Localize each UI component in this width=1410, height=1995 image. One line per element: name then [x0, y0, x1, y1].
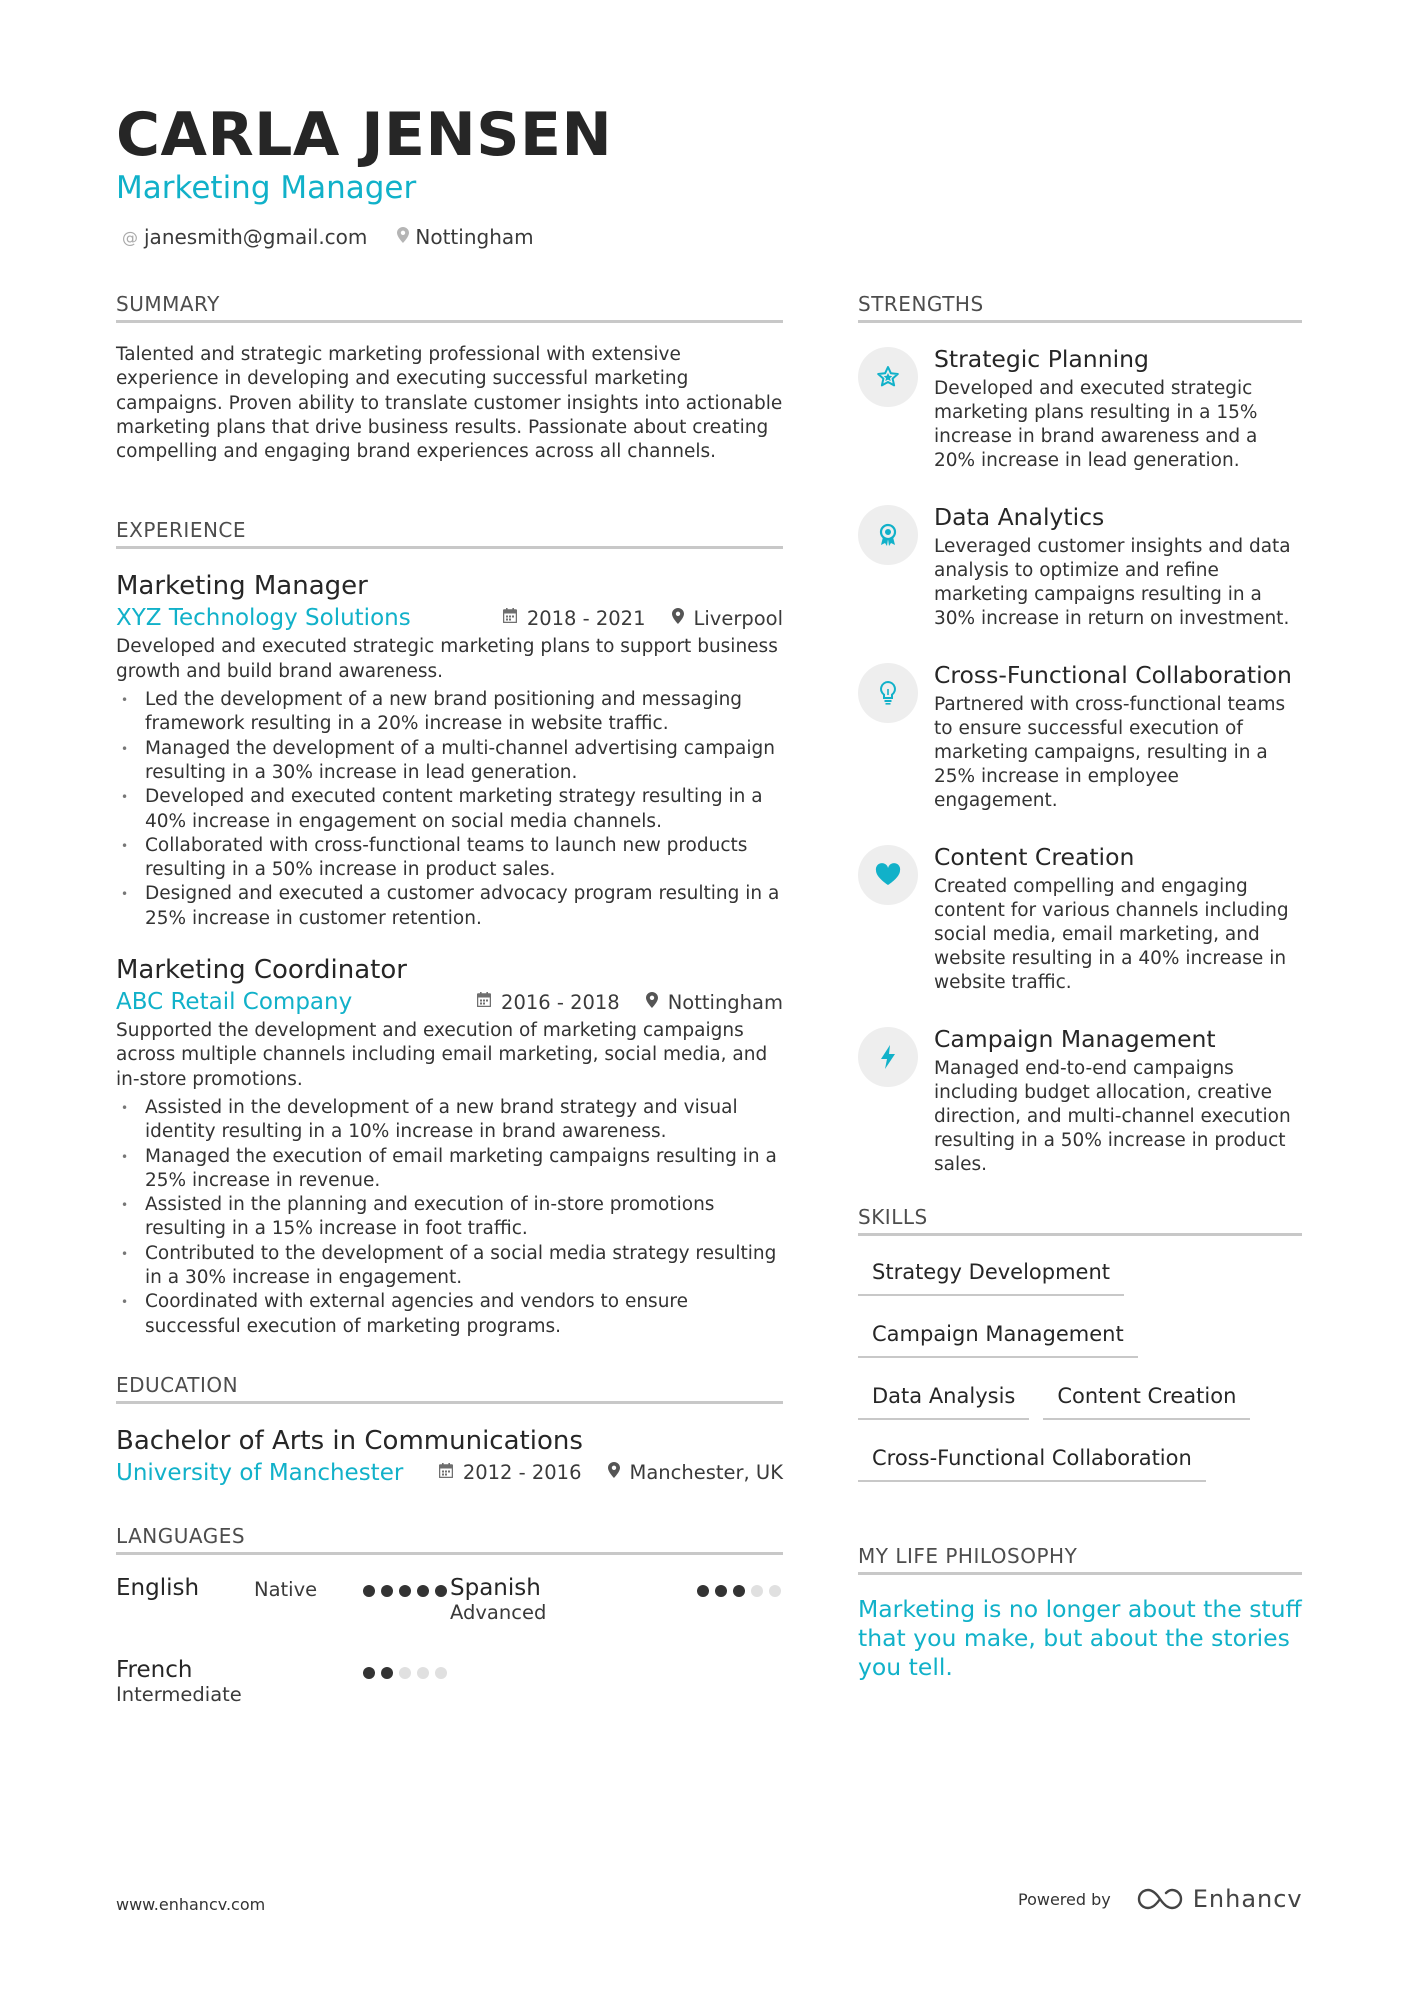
rating-dot-filled	[435, 1585, 447, 1597]
job-bullet: • Contributed to the development of a social media strategy resulting in a 30% increase in engagement.	[116, 1242, 783, 1291]
philosophy-section	[858, 1544, 1302, 1682]
language-level: Intermediate	[116, 1682, 242, 1706]
language-name: English	[116, 1574, 200, 1601]
strength-item	[858, 841, 1302, 995]
language-level: Native	[254, 1577, 318, 1601]
job-bullet: • Developed and executed content marketing strategy resulting in a 40% increase in engagement on social media channels.	[116, 785, 783, 834]
job-entry	[116, 569, 783, 931]
strength-body	[934, 501, 1302, 631]
job-company: ABC Retail Company	[116, 989, 353, 1016]
job-meta	[116, 989, 783, 1015]
job-title: Marketing Coordinator	[116, 955, 407, 986]
languages-grid	[116, 1575, 783, 1711]
job-meta	[116, 605, 783, 631]
location-pin-icon	[608, 1462, 620, 1483]
language-item	[116, 1575, 449, 1629]
location-pin-icon	[646, 992, 658, 1013]
rating-dot-empty	[417, 1667, 429, 1679]
skill-tag: Campaign Management	[858, 1318, 1138, 1358]
star-icon	[858, 347, 918, 407]
strength-desc: Partnered with cross-functional teams to ensure successful execution of marketing campaigns, resulting in a 25% increase in employee engagement.	[934, 694, 1286, 811]
strength-body	[934, 659, 1302, 813]
left-column	[116, 292, 783, 1711]
rating-dot-empty	[399, 1667, 411, 1679]
education-location	[608, 1461, 784, 1484]
rating-dot-filled	[363, 1585, 375, 1597]
strength-body	[934, 343, 1302, 473]
strength-title: Content Creation	[934, 843, 1135, 871]
strength-desc: Developed and executed strategic marketing plans resulting in a 15% increase in brand awareness and a 20% increase in lead generation.	[934, 378, 1258, 471]
degree-title: Bachelor of Arts in Communications	[116, 1425, 583, 1456]
strength-body	[934, 841, 1302, 995]
strength-item	[858, 501, 1302, 631]
skill-tag: Data Analysis	[858, 1380, 1029, 1420]
rating-dot-filled	[715, 1585, 727, 1597]
strength-title: Campaign Management	[934, 1025, 1216, 1053]
rating-dot-filled	[363, 1667, 375, 1679]
rating-dot-empty	[435, 1667, 447, 1679]
rating-dot-empty	[751, 1585, 763, 1597]
summary-heading: SUMMARY	[116, 292, 783, 323]
job-bullets	[116, 1096, 783, 1339]
brand-name: Enhancv	[1192, 1885, 1303, 1913]
job-bullet: • Managed the development of a multi-channel advertising campaign resulting in a 30% increase in lead generation.	[116, 737, 783, 786]
skill-tag: Cross-Functional Collaboration	[858, 1442, 1206, 1482]
language-name: Spanish	[450, 1574, 541, 1601]
job-location-text: Liverpool	[693, 606, 783, 630]
location-pin-icon	[672, 608, 684, 629]
strength-item	[858, 1023, 1302, 1177]
rating-dot-filled	[733, 1585, 745, 1597]
education-heading: EDUCATION	[116, 1373, 783, 1404]
job-location-text: Nottingham	[667, 990, 783, 1014]
email-text: janesmith@gmail.com	[144, 225, 368, 249]
calendar-icon	[439, 1463, 453, 1483]
job-title: Marketing Manager	[116, 571, 368, 602]
candidate-name: CARLA JENSEN	[116, 100, 613, 170]
job-bullets	[116, 688, 783, 931]
contact-email[interactable]	[122, 225, 367, 249]
strength-item	[858, 659, 1302, 813]
strength-desc: Created compelling and engaging content for various channels including social media, email marketing, and website resulting in a 40% increase in website traffic.	[934, 876, 1289, 993]
philosophy-quote: Marketing is no longer about the stuff that you make, but about the stories you tell.	[858, 1595, 1302, 1681]
language-item	[116, 1657, 449, 1711]
location-text: Nottingham	[415, 225, 534, 249]
skill-tag: Strategy Development	[858, 1256, 1124, 1296]
language-rating	[357, 1667, 447, 1679]
strength-item	[858, 343, 1302, 473]
enhancv-logo[interactable]	[1137, 1885, 1303, 1913]
philosophy-heading: MY LIFE PHILOSOPHY	[858, 1544, 1302, 1575]
experience-heading: EXPERIENCE	[116, 518, 783, 549]
lightbulb-icon	[858, 663, 918, 723]
education-location-text: Manchester, UK	[629, 1461, 783, 1485]
job-location	[646, 991, 783, 1014]
job-description: Supported the development and execution of marketing campaigns across multiple channels including email marketing, social media, and in-store promotions.	[116, 1020, 768, 1090]
experience-section	[116, 518, 783, 1338]
job-bullet: • Designed and executed a customer advocacy program resulting in a 25% increase in customer retention.	[116, 882, 783, 931]
education-section	[116, 1373, 783, 1486]
job-bullet: • Collaborated with cross-functional teams to launch new products resulting in a 50% increase in product sales.	[116, 834, 783, 883]
job-bullet: • Coordinated with external agencies and vendors to ensure successful execution of marketing programs.	[116, 1290, 783, 1339]
rating-dot-empty	[769, 1585, 781, 1597]
enhancv-logo-icon	[1137, 1887, 1183, 1911]
rating-dot-filled	[381, 1667, 393, 1679]
calendar-icon	[503, 608, 517, 628]
strength-title: Strategic Planning	[934, 345, 1149, 373]
rating-dot-filled	[697, 1585, 709, 1597]
contact-location	[397, 225, 533, 249]
language-rating	[691, 1585, 781, 1597]
languages-heading: LANGUAGES	[116, 1524, 783, 1555]
strength-desc: Managed end-to-end campaigns including budget allocation, creative direction, and multi-channel execution resulting in a 50% increase in product sales.	[934, 1058, 1291, 1175]
strength-desc: Leveraged customer insights and data analysis to optimize and refine marketing campaigns resulting in a 30% increase in return on investment.	[934, 536, 1291, 629]
skills-list	[858, 1256, 1302, 1504]
contact-row	[122, 225, 564, 249]
job-dates: 2016 - 2018	[501, 990, 620, 1014]
school-name: University of Manchester	[116, 1459, 404, 1486]
job-location	[672, 607, 784, 630]
calendar-icon	[477, 992, 491, 1012]
rating-dot-filled	[381, 1585, 393, 1597]
job-dates: 2018 - 2021	[526, 606, 646, 630]
at-icon: @	[122, 227, 138, 247]
language-name: French	[116, 1656, 193, 1683]
language-item	[449, 1575, 783, 1629]
summary-section	[116, 292, 783, 464]
strength-body	[934, 1023, 1302, 1177]
strength-title: Data Analytics	[934, 503, 1105, 531]
job-bullet: • Led the development of a new brand positioning and messaging framework resulting in a 20% increase in website traffic.	[116, 688, 783, 737]
education-dates: 2012 - 2016	[462, 1461, 582, 1485]
job-info	[503, 607, 783, 630]
location-pin-icon	[397, 227, 409, 247]
skill-tag: Content Creation	[1043, 1380, 1250, 1420]
summary-text: Talented and strategic marketing professional with extensive experience in developing and executing successful marketing campaigns. Proven ability to translate customer insights into actionable marketing plans that drive business results. Passionate about creating compelling and engaging brand experiences across all channels.	[116, 344, 783, 463]
languages-section	[116, 1524, 783, 1711]
job-entry	[116, 953, 783, 1339]
job-bullet: • Assisted in the development of a new brand strategy and visual identity resulting in a 10% increase in brand awareness.	[116, 1096, 783, 1145]
rating-dot-filled	[399, 1585, 411, 1597]
powered-by-label: Powered by	[1018, 1889, 1111, 1909]
heart-icon	[858, 845, 918, 905]
job-bullet: • Assisted in the planning and execution of in-store promotions resulting in a 15% increase in foot traffic.	[116, 1193, 783, 1242]
bolt-icon	[858, 1027, 918, 1087]
education-info	[439, 1461, 783, 1484]
footer-branding	[1018, 1885, 1303, 1913]
skills-section	[858, 1205, 1302, 1504]
language-rating	[357, 1585, 447, 1597]
job-bullet: • Managed the execution of email marketing campaigns resulting in a 25% increase in revenue.	[116, 1145, 783, 1194]
job-company: XYZ Technology Solutions	[116, 605, 411, 632]
rating-dot-filled	[417, 1585, 429, 1597]
award-icon	[858, 505, 918, 565]
candidate-title: Marketing Manager	[116, 170, 417, 206]
job-description: Developed and executed strategic marketing plans to support business growth and build brand awareness.	[116, 636, 778, 682]
education-meta	[116, 1460, 783, 1486]
strengths-section	[858, 292, 1302, 1177]
right-column	[858, 292, 1302, 1682]
strength-title: Cross-Functional Collaboration	[934, 661, 1292, 689]
strengths-heading: STRENGTHS	[858, 292, 1302, 323]
job-info	[477, 991, 783, 1014]
footer-website[interactable]: www.enhancv.com	[116, 1895, 266, 1914]
language-level: Advanced	[450, 1600, 547, 1624]
skills-heading: SKILLS	[858, 1205, 1302, 1236]
